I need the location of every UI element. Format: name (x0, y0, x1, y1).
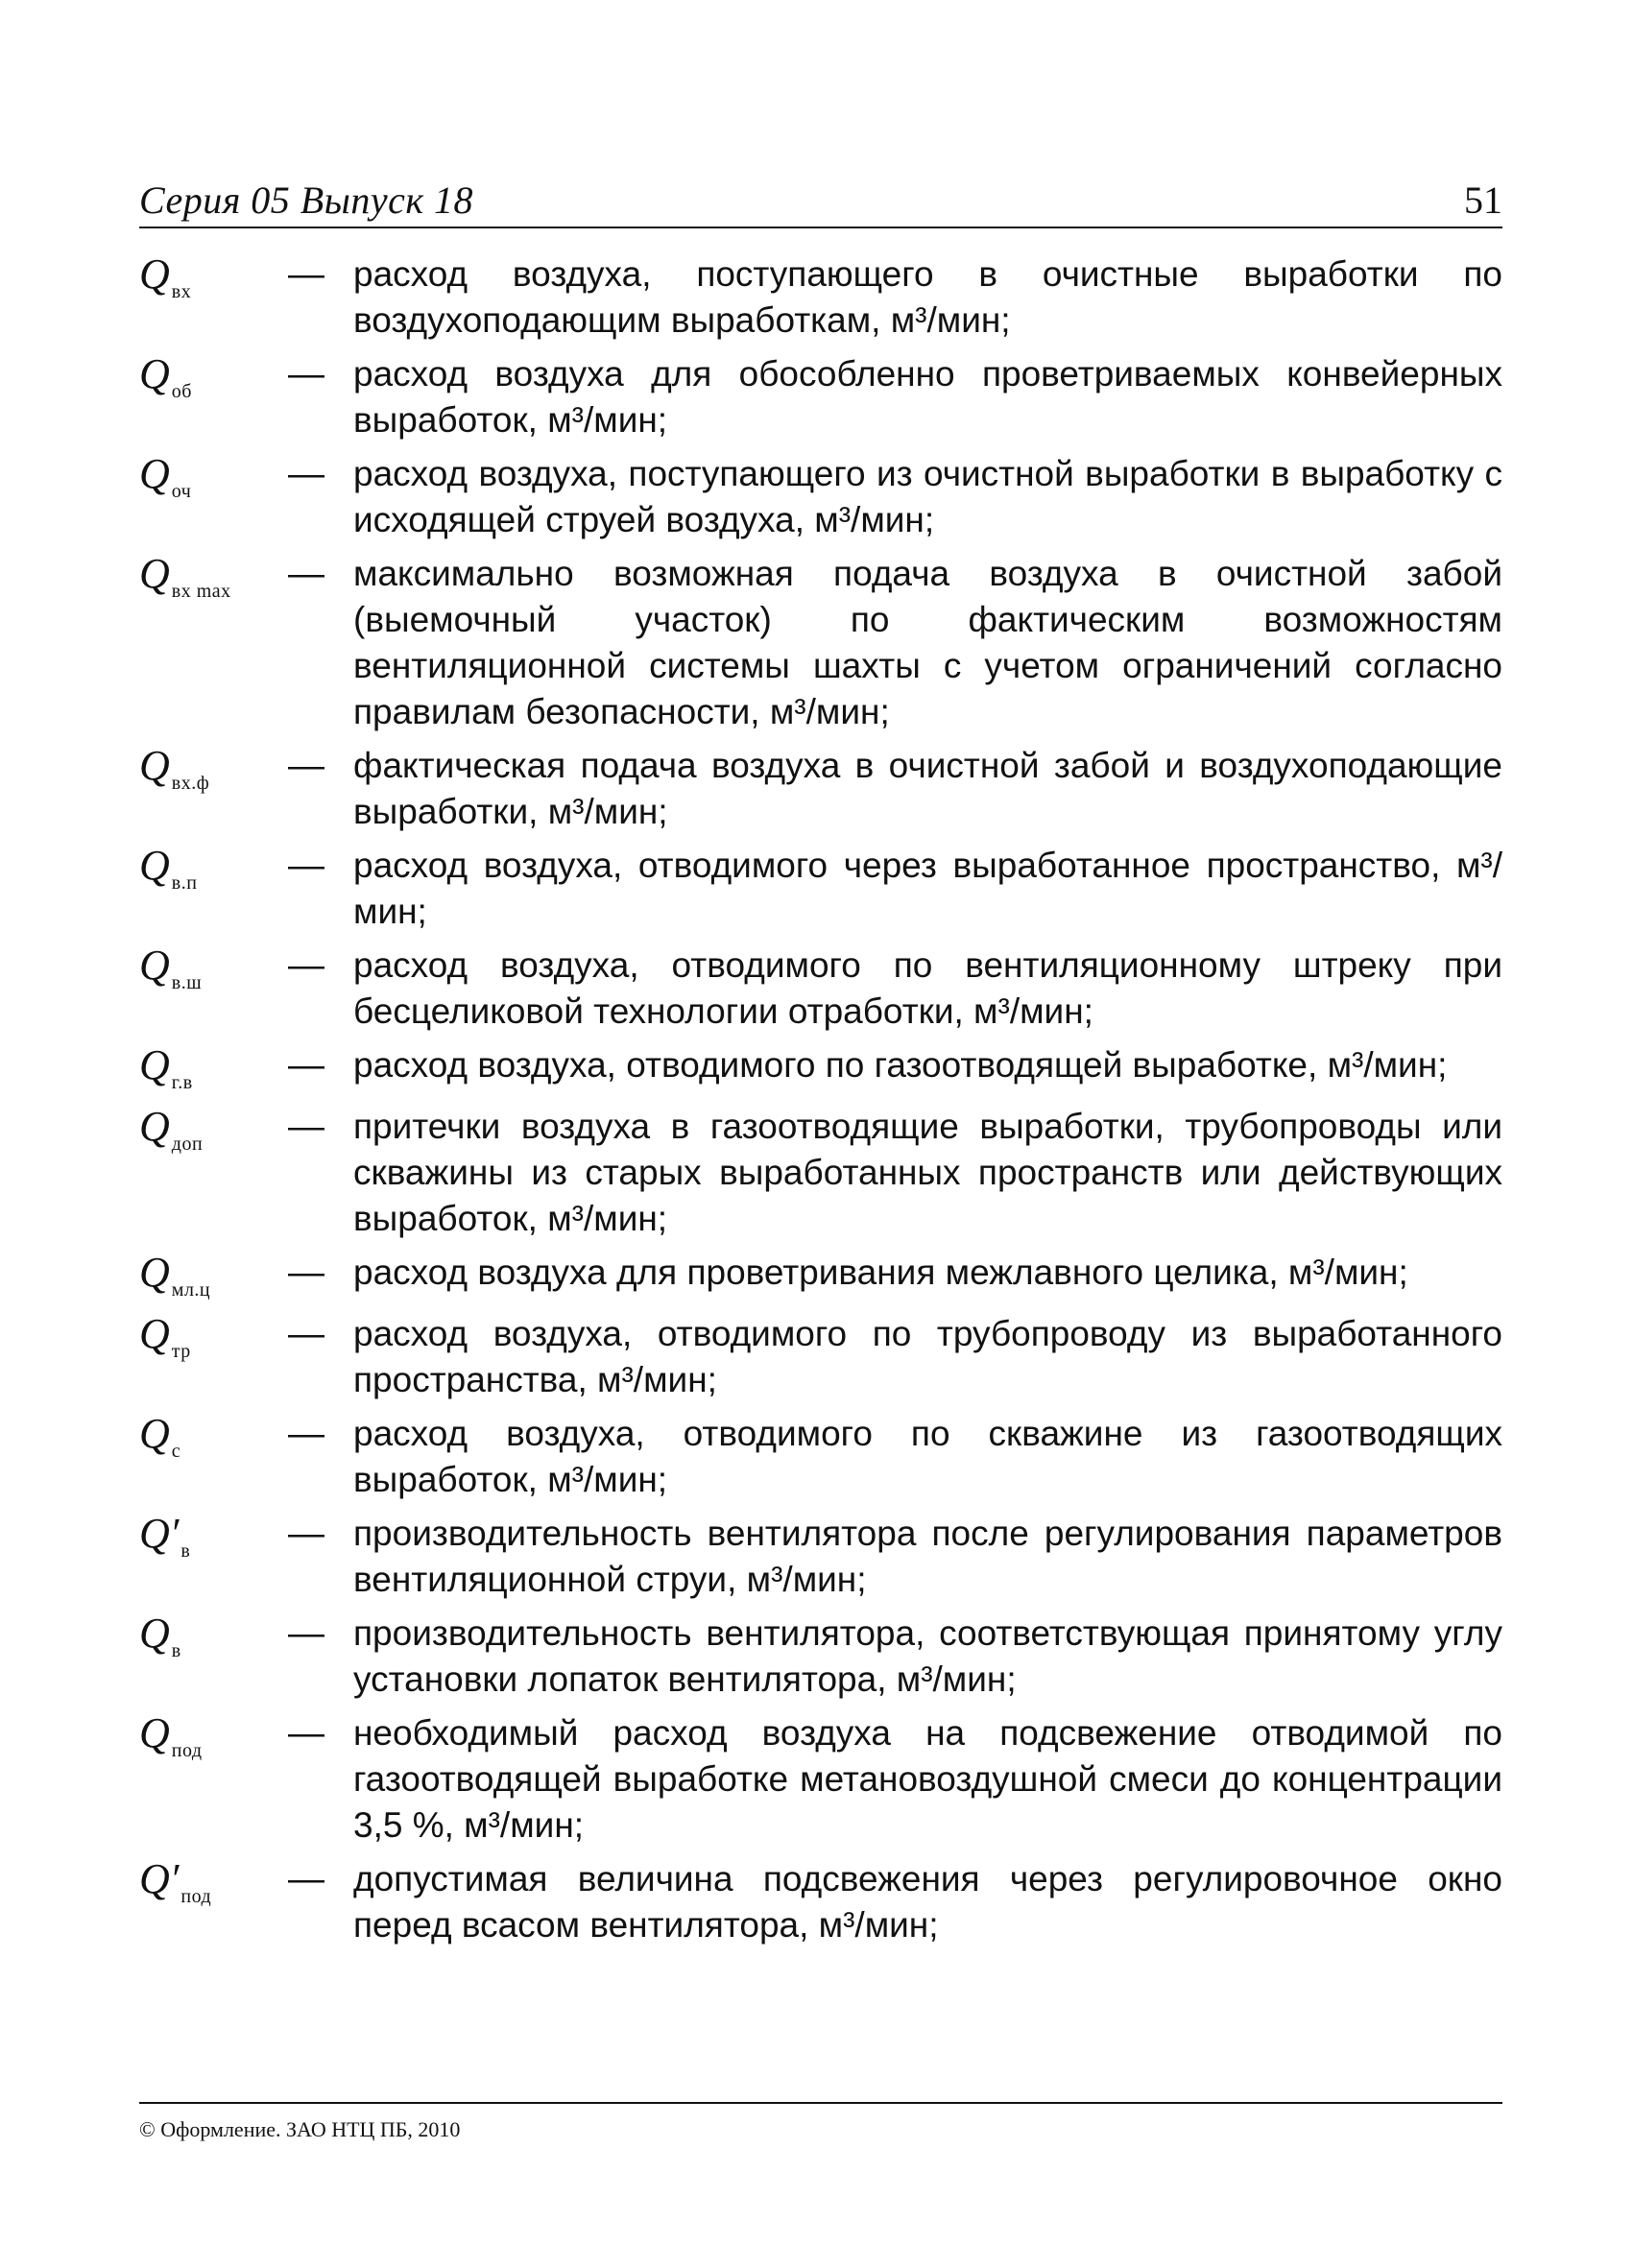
symbol-letter: Q (139, 1709, 170, 1756)
symbol-letter: Q (139, 1610, 170, 1657)
notation-symbol (139, 1311, 288, 1365)
symbol-subscript: с (171, 1441, 181, 1462)
notation-entry (139, 551, 1502, 735)
symbol-subscript: в.п (171, 872, 198, 894)
notation-entry (139, 1311, 1502, 1403)
symbol-subscript: вх (171, 281, 192, 302)
notation-description: расход воздуха для обособленно проветриваемых конвейерных выработок, м³/мин; (353, 354, 1502, 440)
notation-description: допустимая величина подсвежения через регулировочное окно перед всасом вентилятора, м³/мин; (353, 1859, 1502, 1945)
copyright-notice: © Оформление. ЗАО НТЦ ПБ, 2010 (139, 2117, 461, 2141)
definition-dash: — (288, 1414, 324, 1454)
notation-symbol (139, 1250, 288, 1303)
notation-entry (139, 1411, 1502, 1503)
symbol-prime: ′ (169, 1510, 180, 1557)
notation-entry (139, 943, 1502, 1035)
notation-description: расход воздуха, отводимого по вентиляционному штреку при бесцеликовой технологии отработки, м³/мин; (353, 945, 1502, 1031)
symbol-letter: Q (139, 251, 170, 298)
definition-dash: — (288, 354, 324, 394)
notation-symbol (139, 1511, 288, 1564)
page-footer (139, 2102, 1502, 2142)
notation-symbol (139, 351, 288, 405)
symbol-subscript: под (171, 1740, 203, 1761)
notation-symbol (139, 943, 288, 996)
symbol-letter: Q (139, 450, 170, 497)
symbol-subscript: под (180, 1886, 212, 1907)
notation-description: расход воздуха, отводимого по трубопроводу из выработанного пространства, м³/мин; (353, 1314, 1502, 1399)
symbol-letter: Q (139, 1855, 170, 1902)
notation-entry (139, 1710, 1502, 1849)
notation-symbol (139, 743, 288, 797)
notation-entry (139, 1611, 1502, 1703)
notation-description: расход воздуха, отводимого по газоотводящей выработке, м³/мин; (353, 1045, 1448, 1085)
symbol-subscript: тр (171, 1341, 191, 1362)
notation-description: максимально возможная подача воздуха в очистной забой (выемочный участок) по фактическим возможностям вентиляционной системы шахты с учетом ограничений согласно правилам безопасности, м³/мин; (353, 554, 1502, 731)
notation-description: расход воздуха, поступающего из очистной выработки в выработку с исходящей струей воздуха, м³/мин; (353, 454, 1502, 539)
notation-symbol (139, 1611, 288, 1664)
notation-entry (139, 451, 1502, 543)
notation-description: расход воздуха для проветривания межлавного целика, м³/мин; (353, 1253, 1408, 1292)
symbol-letter: Q (139, 942, 170, 989)
notation-description: притечки воздуха в газоотводящие выработки, трубопроводы или скважины из старых выработанных пространств или действующих выработок, м³/мин; (353, 1107, 1502, 1238)
page-number: 51 (1464, 179, 1502, 222)
notation-symbol (139, 1104, 288, 1158)
notation-entry (139, 1250, 1502, 1303)
symbol-letter: Q (139, 1103, 170, 1150)
notation-description: производительность вентилятора после регулирования параметров вентиляционной струи, м³/мин; (353, 1514, 1502, 1599)
notation-description: расход воздуха, поступающего в очистные выработки по воздухоподающим выработкам, м³/мин; (353, 254, 1502, 340)
symbol-subscript: об (171, 381, 192, 402)
symbol-letter: Q (139, 1041, 170, 1088)
definition-dash: — (288, 746, 324, 786)
definition-dash: — (288, 1045, 324, 1086)
definition-dash: — (288, 1514, 324, 1554)
notation-entry (139, 251, 1502, 344)
symbol-letter: Q (139, 350, 170, 397)
notation-entry (139, 1042, 1502, 1096)
symbol-letter: Q (139, 842, 170, 889)
notation-list (139, 251, 1502, 1956)
notation-entry (139, 1104, 1502, 1242)
symbol-letter: Q (139, 1249, 170, 1296)
notation-symbol (139, 1856, 288, 1910)
definition-dash: — (288, 1713, 324, 1754)
notation-description: расход воздуха, отводимого через выработанное пространство, м³/мин; (353, 846, 1502, 931)
series-title: Серия 05 Выпуск 18 (139, 179, 474, 222)
symbol-prime: ′ (169, 1855, 180, 1902)
symbol-subscript: в (180, 1540, 191, 1562)
definition-dash: — (288, 1613, 324, 1654)
definition-dash: — (288, 1107, 324, 1147)
symbol-letter: Q (139, 550, 170, 597)
symbol-subscript: мл.ц (171, 1279, 211, 1301)
notation-entry (139, 843, 1502, 935)
notation-symbol (139, 451, 288, 505)
notation-description: производительность вентилятора, соответствующая принятому углу установки лопаток вентилятора, м³/мин; (353, 1613, 1502, 1699)
notation-symbol (139, 1042, 288, 1096)
symbol-subscript: г.в (171, 1072, 193, 1093)
symbol-letter: Q (139, 1410, 170, 1457)
page-header (139, 173, 1502, 228)
notation-entry (139, 351, 1502, 443)
notation-symbol (139, 843, 288, 896)
definition-dash: — (288, 454, 324, 494)
definition-dash: — (288, 254, 324, 295)
definition-dash: — (288, 554, 324, 594)
definition-dash: — (288, 846, 324, 886)
symbol-subscript: доп (171, 1134, 204, 1155)
definition-dash: — (288, 945, 324, 986)
notation-symbol (139, 1710, 288, 1764)
notation-entry (139, 1856, 1502, 1948)
notation-symbol (139, 551, 288, 605)
symbol-letter: Q (139, 742, 170, 789)
notation-symbol (139, 1411, 288, 1465)
definition-dash: — (288, 1859, 324, 1899)
symbol-subscript: вх.ф (171, 773, 210, 794)
notation-description: фактическая подача воздуха в очистной забой и воздухоподающие выработки, м³/мин; (353, 746, 1502, 831)
notation-symbol (139, 251, 288, 305)
notation-description: необходимый расход воздуха на подсвежение отводимой по газоотводящей выработке метановоздушной смеси до концентрации 3,5 %, м³/мин; (353, 1713, 1502, 1845)
notation-entry (139, 743, 1502, 835)
definition-dash: — (288, 1314, 324, 1354)
notation-description: расход воздуха, отводимого по скважине из газоотводящих выработок, м³/мин; (353, 1414, 1502, 1499)
symbol-letter: Q (139, 1310, 170, 1357)
symbol-subscript: вх max (171, 581, 231, 602)
symbol-subscript: в (171, 1640, 181, 1661)
symbol-subscript: в.ш (171, 972, 203, 993)
symbol-subscript: оч (171, 481, 192, 502)
definition-dash: — (288, 1253, 324, 1293)
notation-entry (139, 1511, 1502, 1603)
symbol-letter: Q (139, 1510, 170, 1557)
